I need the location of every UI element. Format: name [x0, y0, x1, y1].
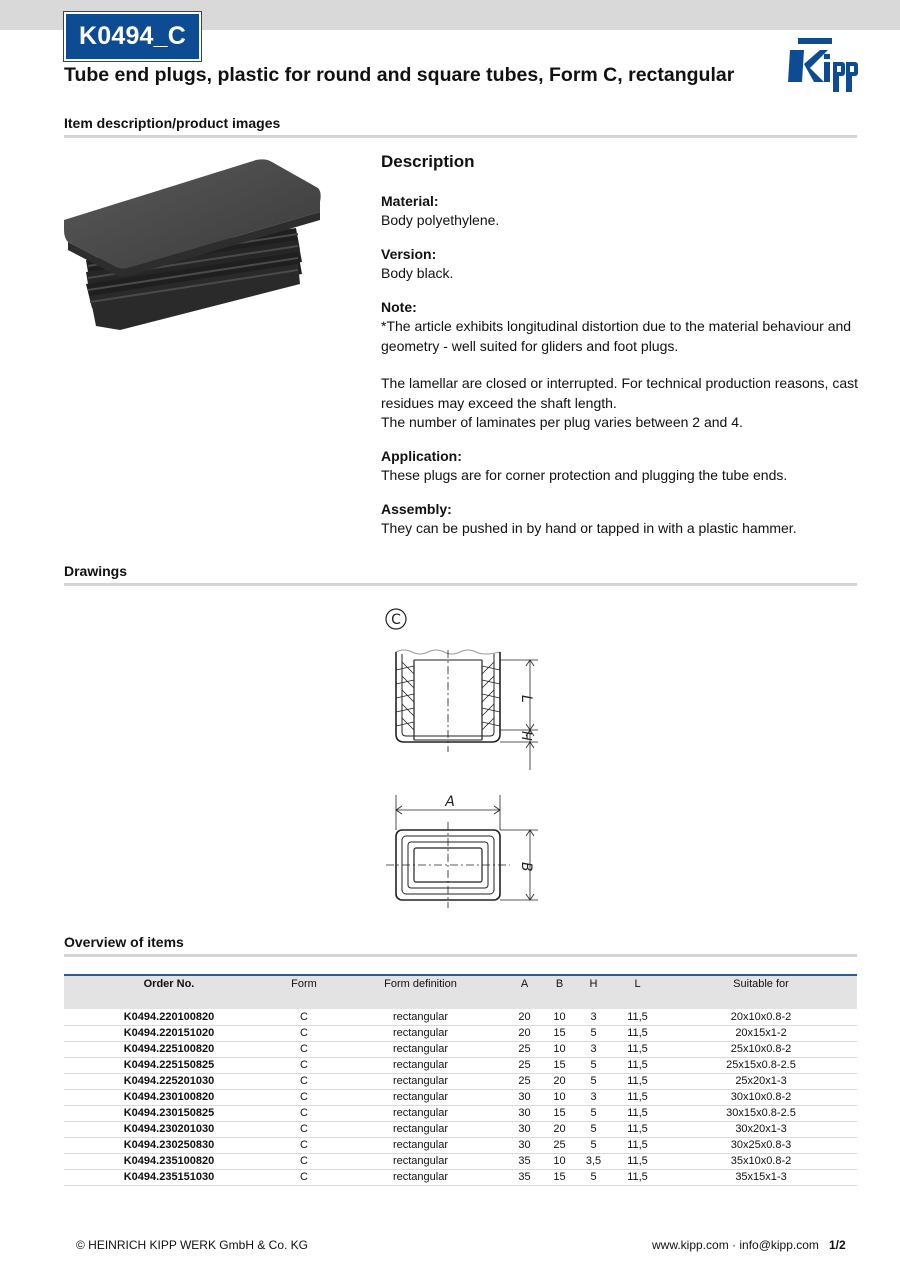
table-cell: 3,5: [577, 1154, 610, 1170]
table-cell: K0494.230150825: [64, 1106, 274, 1122]
section-heading-item-description: Item description/product images: [64, 115, 281, 131]
table-cell: 30x10x0.8-2: [665, 1090, 857, 1106]
table-cell: 20: [507, 1026, 542, 1042]
table-cell: 11,5: [610, 1058, 665, 1074]
table-cell: rectangular: [334, 1154, 507, 1170]
note-label: Note:: [381, 298, 417, 315]
table-cell: K0494.230100820: [64, 1090, 274, 1106]
table-cell: C: [274, 1122, 334, 1138]
table-cell: 5: [577, 1106, 610, 1122]
table-cell: 11,5: [610, 1009, 665, 1026]
table-cell: 15: [542, 1170, 577, 1186]
table-cell: C: [274, 1154, 334, 1170]
table-row: [64, 1170, 857, 1186]
table-cell: 11,5: [610, 1154, 665, 1170]
table-row: [64, 1058, 857, 1074]
table-row: [64, 1122, 857, 1138]
table-cell: 25: [507, 1058, 542, 1074]
section-rule: [64, 583, 857, 586]
material-label: Material:: [381, 192, 439, 209]
section-rule: [64, 954, 857, 957]
section-rule: [64, 135, 857, 138]
application-text: These plugs are for corner protection and plugging the tube ends.: [381, 467, 788, 483]
table-cell: rectangular: [334, 1122, 507, 1138]
table-cell: rectangular: [334, 1042, 507, 1058]
table-row: [64, 1090, 857, 1106]
table-cell: 25: [542, 1138, 577, 1154]
footer-contact: www.kipp.com · info@kipp.com: [652, 1238, 819, 1252]
table-cell: C: [274, 1074, 334, 1090]
table-cell: 11,5: [610, 1042, 665, 1058]
table-cell: C: [274, 1058, 334, 1074]
table-cell: 20: [542, 1074, 577, 1090]
table-cell: 35x15x1-3: [665, 1170, 857, 1186]
table-cell: 11,5: [610, 1090, 665, 1106]
table-cell: 15: [542, 1058, 577, 1074]
table-cell: rectangular: [334, 1026, 507, 1042]
table-cell: 5: [577, 1058, 610, 1074]
table-cell: 10: [542, 1009, 577, 1026]
table-row: [64, 1009, 857, 1026]
table-cell: 10: [542, 1154, 577, 1170]
table-header-row: [64, 975, 857, 1009]
product-code-badge: K0494_C: [64, 12, 201, 61]
table-cell: 35: [507, 1170, 542, 1186]
table-cell: 11,5: [610, 1074, 665, 1090]
table-cell: 5: [577, 1170, 610, 1186]
table-row: [64, 1026, 857, 1042]
table-cell: K0494.225150825: [64, 1058, 274, 1074]
technical-drawing: [376, 600, 546, 910]
table-cell: rectangular: [334, 1009, 507, 1026]
table-row: [64, 1154, 857, 1170]
table-cell: K0494.225100820: [64, 1042, 274, 1058]
table-row: [64, 1106, 857, 1122]
table-cell: 30: [507, 1090, 542, 1106]
section-heading-drawings: Drawings: [64, 563, 128, 579]
description-heading: Description: [381, 152, 475, 171]
table-cell: 25: [507, 1042, 542, 1058]
table-cell: C: [274, 1170, 334, 1186]
table-cell: rectangular: [334, 1074, 507, 1090]
table-cell: 11,5: [610, 1170, 665, 1186]
note-text-2: The lamellar are closed or interrupted. For technical production reasons, cast residues may exceed the shaft length.: [381, 375, 859, 411]
version-text: Body black.: [381, 265, 454, 281]
table-cell: 25x10x0.8-2: [665, 1042, 857, 1058]
table-row: [64, 1042, 857, 1058]
col-header-a: A: [507, 975, 542, 1009]
table-cell: 10: [542, 1090, 577, 1106]
dim-label-A: A: [445, 794, 455, 810]
note-text-1: *The article exhibits longitudinal distortion due to the material behaviour and geometry - well suited for gliders and foot plugs.: [381, 318, 852, 354]
table-cell: 30: [507, 1138, 542, 1154]
table-cell: 11,5: [610, 1106, 665, 1122]
col-header-l: L: [610, 975, 665, 1009]
table-cell: 20: [542, 1122, 577, 1138]
section-heading-overview: Overview of items: [64, 934, 184, 950]
table-cell: K0494.235100820: [64, 1154, 274, 1170]
table-cell: K0494.235151030: [64, 1170, 274, 1186]
table-cell: K0494.230201030: [64, 1122, 274, 1138]
description-block: [381, 152, 861, 539]
table-row: [64, 1074, 857, 1090]
footer-copyright: © HEINRICH KIPP WERK GmbH & Co. KG: [76, 1238, 308, 1252]
kipp-logo: [784, 38, 858, 92]
table-cell: 11,5: [610, 1122, 665, 1138]
table-cell: 11,5: [610, 1138, 665, 1154]
col-header-h: H: [577, 975, 610, 1009]
table-cell: rectangular: [334, 1058, 507, 1074]
col-header-form-definition: Form definition: [334, 975, 507, 1009]
table-cell: K0494.220100820: [64, 1009, 274, 1026]
col-header-order: Order No.: [64, 975, 274, 1009]
table-cell: 3: [577, 1009, 610, 1026]
assembly-label: Assembly:: [381, 500, 452, 517]
table-cell: rectangular: [334, 1138, 507, 1154]
items-table: [64, 974, 857, 1186]
note-text-3: The number of laminates per plug varies between 2 and 4.: [381, 414, 743, 430]
table-cell: C: [274, 1009, 334, 1026]
table-cell: K0494.230250830: [64, 1138, 274, 1154]
assembly-text: They can be pushed in by hand or tapped in with a plastic hammer.: [381, 520, 797, 536]
dim-label-B: B: [518, 862, 534, 872]
table-cell: 30x25x0.8-3: [665, 1138, 857, 1154]
table-cell: 5: [577, 1026, 610, 1042]
col-header-suitable-for: Suitable for: [665, 975, 857, 1009]
table-cell: 15: [542, 1026, 577, 1042]
dim-label-H: H: [518, 731, 533, 741]
table-cell: 5: [577, 1138, 610, 1154]
product-image: [60, 150, 328, 342]
table-cell: 35: [507, 1154, 542, 1170]
table-cell: C: [274, 1042, 334, 1058]
table-cell: 30: [507, 1122, 542, 1138]
table-cell: K0494.220151020: [64, 1026, 274, 1042]
table-cell: K0494.225201030: [64, 1074, 274, 1090]
table-cell: 10: [542, 1042, 577, 1058]
version-label: Version:: [381, 245, 437, 262]
table-cell: C: [274, 1026, 334, 1042]
table-cell: 5: [577, 1074, 610, 1090]
table-cell: C: [274, 1090, 334, 1106]
table-cell: 11,5: [610, 1026, 665, 1042]
form-marker: C: [391, 612, 401, 628]
application-label: Application:: [381, 447, 462, 464]
table-row: [64, 1138, 857, 1154]
table-cell: 30x20x1-3: [665, 1122, 857, 1138]
table-cell: 3: [577, 1090, 610, 1106]
footer-page-number: 1/2: [829, 1238, 846, 1252]
table-cell: rectangular: [334, 1106, 507, 1122]
table-cell: rectangular: [334, 1170, 507, 1186]
table-cell: 30: [507, 1106, 542, 1122]
table-cell: 35x10x0.8-2: [665, 1154, 857, 1170]
page-title: Tube end plugs, plastic for round and square tubes, Form C, rectangular: [64, 64, 735, 86]
table-cell: rectangular: [334, 1090, 507, 1106]
dim-label-L: L: [518, 695, 534, 703]
table-cell: 25x15x0.8-2.5: [665, 1058, 857, 1074]
col-header-form: Form: [274, 975, 334, 1009]
material-text: Body polyethylene.: [381, 212, 500, 228]
table-cell: 20x10x0.8-2: [665, 1009, 857, 1026]
table-cell: 5: [577, 1122, 610, 1138]
table-cell: 3: [577, 1042, 610, 1058]
table-cell: 30x15x0.8-2.5: [665, 1106, 857, 1122]
table-cell: C: [274, 1106, 334, 1122]
table-cell: 25x20x1-3: [665, 1074, 857, 1090]
col-header-b: B: [542, 975, 577, 1009]
table-cell: C: [274, 1138, 334, 1154]
table-cell: 25: [507, 1074, 542, 1090]
table-cell: 20x15x1-2: [665, 1026, 857, 1042]
table-cell: 20: [507, 1009, 542, 1026]
table-cell: 15: [542, 1106, 577, 1122]
